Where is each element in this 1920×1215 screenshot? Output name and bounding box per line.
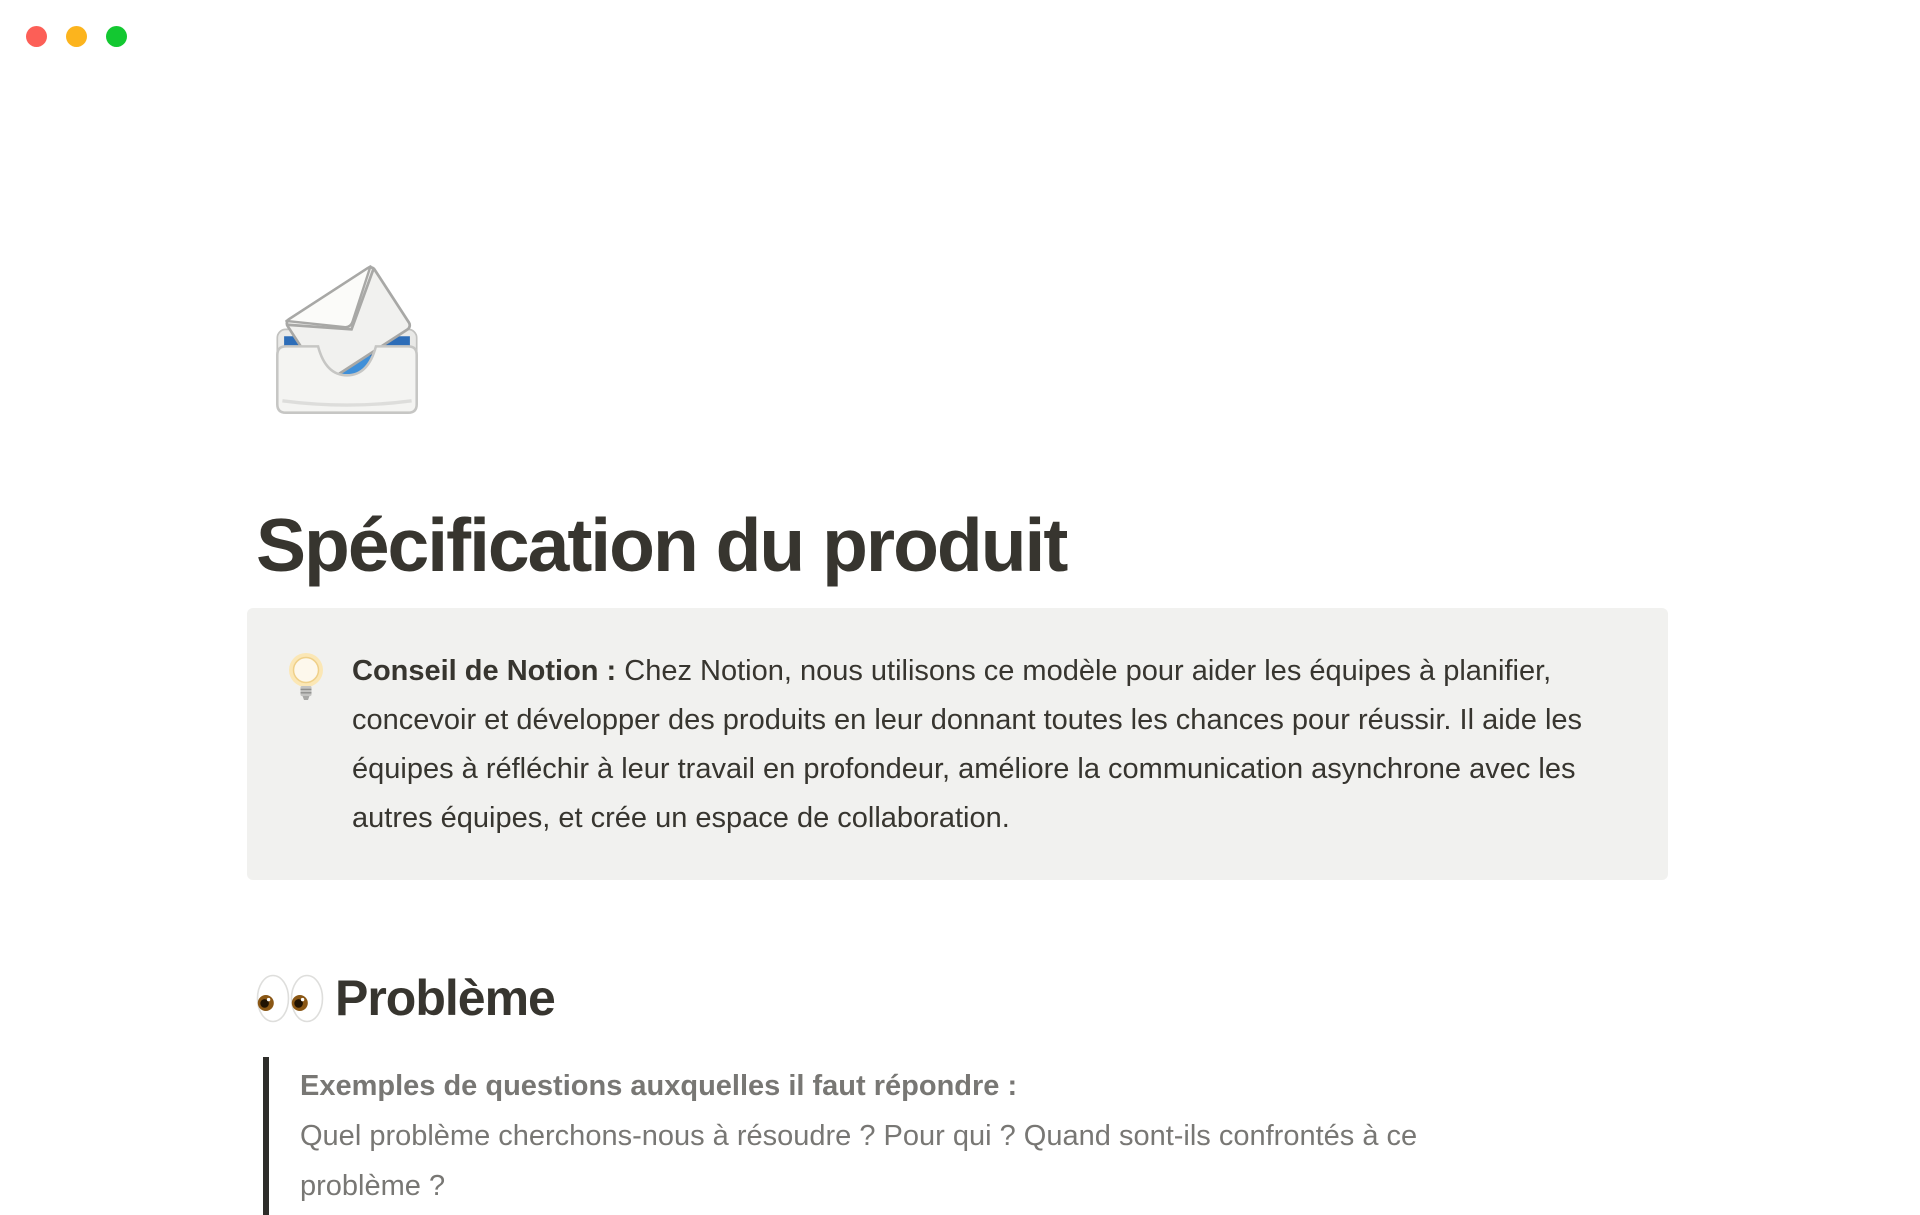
page-content <box>247 258 1668 1215</box>
section-heading-probleme[interactable] <box>256 965 1668 1031</box>
zoom-button[interactable] <box>106 26 127 47</box>
page-title[interactable]: Spécification du produit <box>256 503 1067 587</box>
callout-bold-prefix: Conseil de Notion : <box>352 655 617 687</box>
quote-block[interactable] <box>263 1057 1668 1215</box>
close-button[interactable] <box>26 26 47 47</box>
callout-body: Chez Notion, nous utilisons ce modèle pour aider les équipes à planifier, concevoir et développer des produits en leur donnant toutes les chances pour réussir. Il aide les équipes à réfléchir à leur travail en profondeur, améliore la communication asynchrone avec les autres équipes, et crée un espace de collaboration. <box>352 655 1583 834</box>
minimize-button[interactable] <box>66 26 87 47</box>
eyes-icon <box>256 974 324 1023</box>
quote-bold-line: Exemples de questions auxquelles il faut répondre : <box>300 1070 1018 1102</box>
light-bulb-icon <box>287 651 325 709</box>
inbox-tray-icon[interactable] <box>262 258 432 428</box>
window-controls <box>26 26 127 47</box>
callout-text <box>352 647 1602 843</box>
quote-body: Quel problème cherchons-nous à résoudre ? Pour qui ? Quand sont-ils confrontés à ce problème ? <box>300 1120 1418 1202</box>
callout-block[interactable] <box>247 608 1668 880</box>
section-heading-text: Problème <box>335 970 555 1026</box>
